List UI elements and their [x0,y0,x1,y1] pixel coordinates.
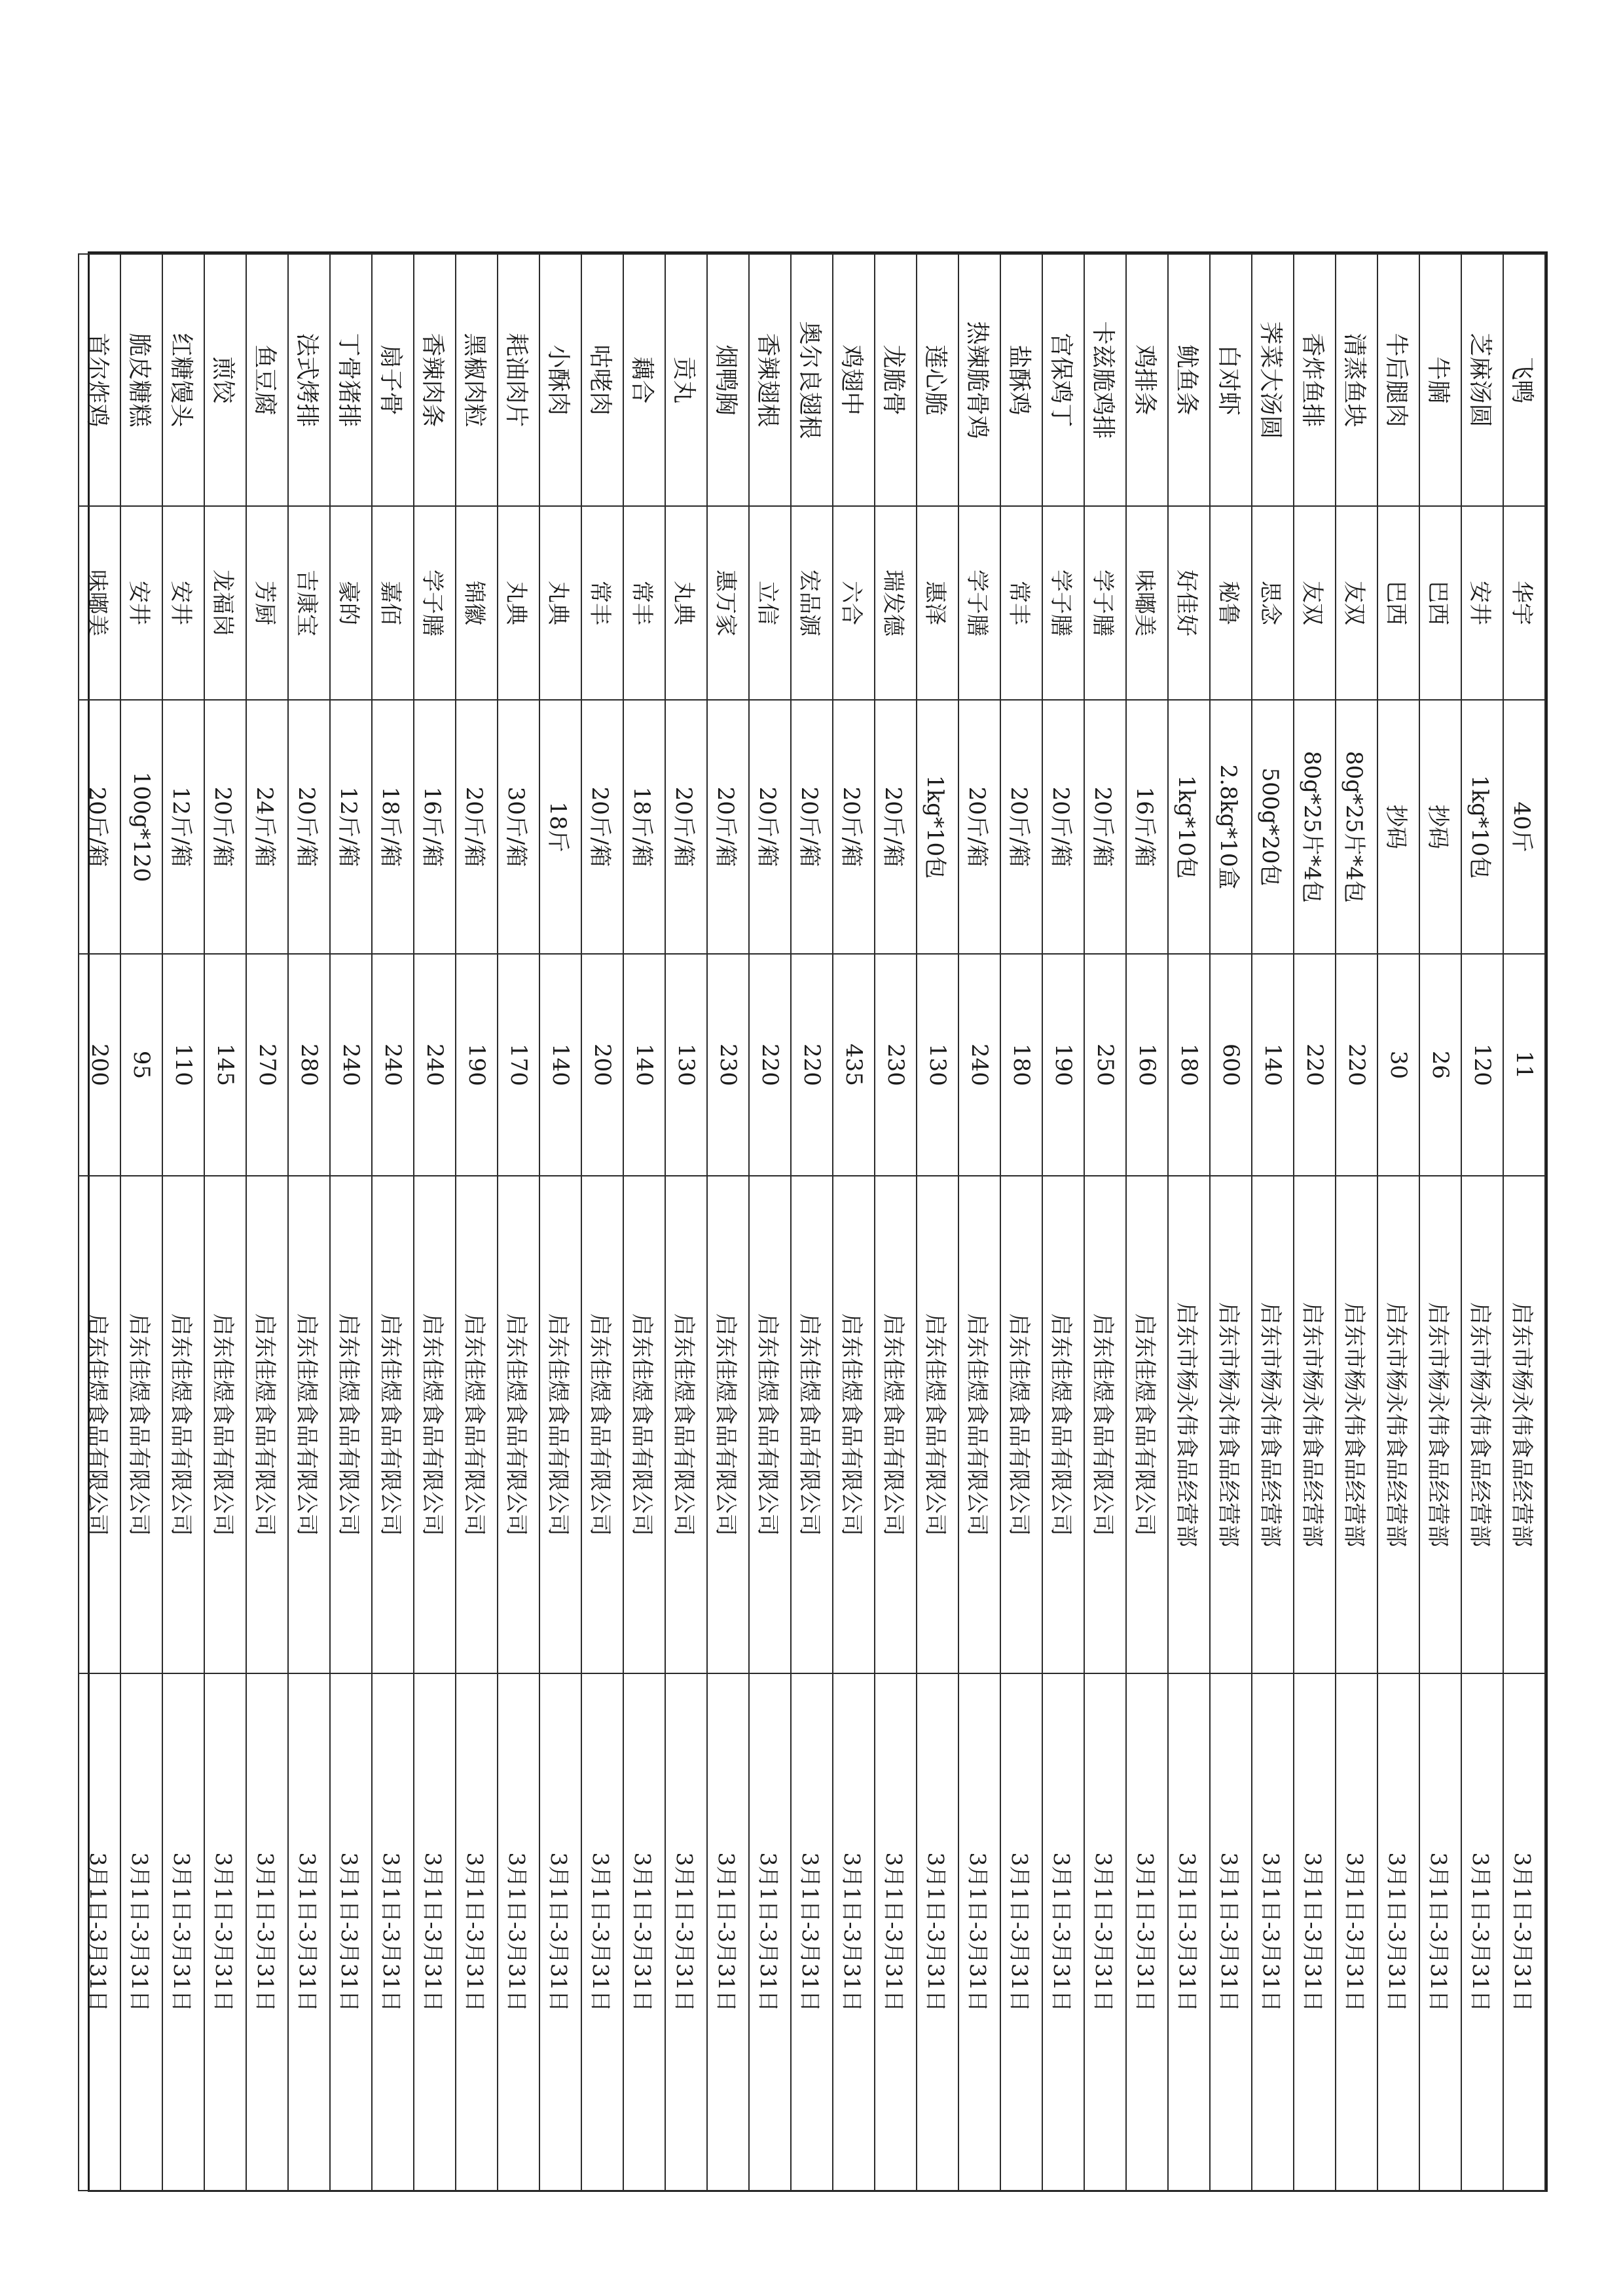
spec-cell: 2.8kg*10盒 [1210,700,1252,954]
table-row [1419,254,1461,2191]
spec-cell: 20斤/箱 [875,700,917,954]
table-row [665,254,707,2191]
product-name-cell: 莲心脆 [917,254,958,506]
supplier-cell: 启东佳煜食品有限公司 [288,1176,330,1673]
supplier-cell: 启东佳煜食品有限公司 [330,1176,372,1673]
period-cell: 3月1日-3月31日 [791,1673,833,2191]
product-name-cell: 龙脆骨 [875,254,917,506]
brand-cell: 立信 [749,506,791,700]
table-row [498,254,539,2191]
brand-cell: 安井 [1461,506,1503,700]
price-cell: 95 [120,954,162,1176]
spec-cell: 20斤/箱 [707,700,749,954]
spec-cell: 12斤/箱 [330,700,372,954]
period-cell: 3月1日-3月31日 [1252,1673,1294,2191]
table-row [791,254,833,2191]
period-cell: 3月1日-3月31日 [246,1673,288,2191]
period-cell: 3月1日-3月31日 [539,1673,581,2191]
period-cell: 3月1日-3月31日 [875,1673,917,2191]
supplier-cell: 启东佳煜食品有限公司 [1042,1176,1084,1673]
spec-cell: 80g*25片*4包 [1336,700,1377,954]
supplier-cell: 启东市杨永伟食品经营部 [1461,1176,1503,1673]
supplier-cell: 启东佳煜食品有限公司 [623,1176,665,1673]
table-row [372,254,414,2191]
price-cell: 200 [79,954,120,1176]
period-cell: 3月1日-3月31日 [204,1673,246,2191]
price-cell: 240 [958,954,1000,1176]
brand-cell: 常丰 [623,506,665,700]
brand-cell: 安井 [120,506,162,700]
supplier-cell: 启东佳煜食品有限公司 [498,1176,539,1673]
period-cell: 3月1日-3月31日 [958,1673,1000,2191]
table-row [1126,254,1168,2191]
table-row [204,254,246,2191]
product-name-cell: 鸡翅中 [833,254,875,506]
supplier-cell: 启东市杨永伟食品经营部 [1168,1176,1210,1673]
period-cell: 3月1日-3月31日 [749,1673,791,2191]
product-name-cell: 宫保鸡丁 [1042,254,1084,506]
table-row [1042,254,1084,2191]
spec-cell: 抄码 [1419,700,1461,954]
brand-cell: 惠万家 [707,506,749,700]
table-row [581,254,623,2191]
table-row [162,254,204,2191]
supplier-cell: 启东佳煜食品有限公司 [204,1176,246,1673]
product-name-cell: 飞鸭 [1503,254,1545,506]
brand-cell: 巴西 [1419,506,1461,700]
brand-cell: 思念 [1252,506,1294,700]
supplier-cell: 启东市杨永伟食品经营部 [1377,1176,1419,1673]
supplier-cell: 启东市杨永伟食品经营部 [1336,1176,1377,1673]
product-name-cell: 耗油肉片 [498,254,539,506]
period-cell: 3月1日-3月31日 [707,1673,749,2191]
table-row [1377,254,1419,2191]
table-row [1461,254,1503,2191]
supplier-cell: 启东佳煜食品有限公司 [707,1176,749,1673]
price-cell: 170 [498,954,539,1176]
price-cell: 30 [1377,954,1419,1176]
period-cell: 3月1日-3月31日 [456,1673,498,2191]
spec-cell: 20斤/箱 [833,700,875,954]
period-cell: 3月1日-3月31日 [665,1673,707,2191]
price-cell: 240 [414,954,456,1176]
supplier-cell: 启东佳煜食品有限公司 [120,1176,162,1673]
period-cell: 3月1日-3月31日 [1168,1673,1210,2191]
period-cell: 3月1日-3月31日 [1503,1673,1545,2191]
brand-cell: 豪的 [330,506,372,700]
supplier-cell: 启东佳煜食品有限公司 [1000,1176,1042,1673]
product-name-cell: 首尔炸鸡 [79,254,120,506]
price-cell: 11 [1503,954,1545,1176]
spec-cell: 20斤/箱 [958,700,1000,954]
brand-cell: 惠泽 [917,506,958,700]
brand-cell: 六合 [833,506,875,700]
brand-cell: 瑞发德 [875,506,917,700]
table-row [1084,254,1126,2191]
supplier-cell: 启东佳煜食品有限公司 [539,1176,581,1673]
table-row [623,254,665,2191]
price-table-page [84,251,1548,2192]
brand-cell: 友双 [1336,506,1377,700]
brand-cell: 芳厨 [246,506,288,700]
spec-cell: 24斤/箱 [246,700,288,954]
spec-cell: 20斤/箱 [665,700,707,954]
price-cell: 190 [1042,954,1084,1176]
table-row [917,254,958,2191]
price-cell: 190 [456,954,498,1176]
product-name-cell: 烟鸭胸 [707,254,749,506]
price-table [78,253,1546,2191]
price-cell: 26 [1419,954,1461,1176]
product-name-cell: 卡兹脆鸡排 [1084,254,1126,506]
spec-cell: 20斤/箱 [79,700,120,954]
period-cell: 3月1日-3月31日 [79,1673,120,2191]
price-cell: 180 [1168,954,1210,1176]
product-name-cell: 黑椒肉粒 [456,254,498,506]
brand-cell: 学子膳 [1084,506,1126,700]
supplier-cell: 启东佳煜食品有限公司 [79,1176,120,1673]
product-name-cell: 鱼豆腐 [246,254,288,506]
price-cell: 435 [833,954,875,1176]
product-name-cell: 热辣脆骨鸡 [958,254,1000,506]
supplier-cell: 启东佳煜食品有限公司 [456,1176,498,1673]
table-row [833,254,875,2191]
brand-cell: 好佳好 [1168,506,1210,700]
spec-cell: 20斤/箱 [791,700,833,954]
supplier-cell: 启东市杨永伟食品经营部 [1252,1176,1294,1673]
table-row [875,254,917,2191]
table-row [1294,254,1336,2191]
table-row [1503,254,1545,2191]
price-cell: 145 [204,954,246,1176]
period-cell: 3月1日-3月31日 [1000,1673,1042,2191]
price-cell: 220 [791,954,833,1176]
price-cell: 220 [1294,954,1336,1176]
spec-cell: 18斤/箱 [372,700,414,954]
spec-cell: 20斤/箱 [1000,700,1042,954]
table-row [958,254,1000,2191]
period-cell: 3月1日-3月31日 [1419,1673,1461,2191]
spec-cell: 20斤/箱 [1084,700,1126,954]
period-cell: 3月1日-3月31日 [1461,1673,1503,2191]
spec-cell: 1kg*10包 [1461,700,1503,954]
spec-cell: 16斤/箱 [414,700,456,954]
brand-cell: 味嘟美 [1126,506,1168,700]
product-name-cell: 荠菜大汤圆 [1252,254,1294,506]
product-name-cell: 煎饺 [204,254,246,506]
brand-cell: 常丰 [1000,506,1042,700]
spec-cell: 1kg*10包 [1168,700,1210,954]
spec-cell: 80g*25片*4包 [1294,700,1336,954]
table-row [1168,254,1210,2191]
supplier-cell: 启东佳煜食品有限公司 [162,1176,204,1673]
product-name-cell: 贡丸 [665,254,707,506]
supplier-cell: 启东佳煜食品有限公司 [372,1176,414,1673]
brand-cell: 味嘟美 [79,506,120,700]
table-row [288,254,330,2191]
period-cell: 3月1日-3月31日 [1336,1673,1377,2191]
price-cell: 230 [875,954,917,1176]
period-cell: 3月1日-3月31日 [917,1673,958,2191]
supplier-cell: 启东佳煜食品有限公司 [875,1176,917,1673]
spec-cell: 20斤/箱 [456,700,498,954]
price-cell: 230 [707,954,749,1176]
period-cell: 3月1日-3月31日 [623,1673,665,2191]
product-name-cell: 奥尔良翅根 [791,254,833,506]
table-row [749,254,791,2191]
spec-cell: 500g*20包 [1252,700,1294,954]
product-name-cell: 鱿鱼条 [1168,254,1210,506]
brand-cell: 友双 [1294,506,1336,700]
spec-cell: 20斤/箱 [288,700,330,954]
table-row [456,254,498,2191]
product-name-cell: 扇子骨 [372,254,414,506]
period-cell: 3月1日-3月31日 [1084,1673,1126,2191]
spec-cell: 12斤/箱 [162,700,204,954]
product-name-cell: 法式烤排 [288,254,330,506]
supplier-cell: 启东佳煜食品有限公司 [958,1176,1000,1673]
product-name-cell: 鸡排条 [1126,254,1168,506]
period-cell: 3月1日-3月31日 [1042,1673,1084,2191]
product-name-cell: 香辣肉条 [414,254,456,506]
period-cell: 3月1日-3月31日 [833,1673,875,2191]
supplier-cell: 启东市杨永伟食品经营部 [1294,1176,1336,1673]
spec-cell: 100g*120 [120,700,162,954]
product-name-cell: 牛腩 [1419,254,1461,506]
price-cell: 110 [162,954,204,1176]
period-cell: 3月1日-3月31日 [414,1673,456,2191]
product-name-cell: 小酥肉 [539,254,581,506]
price-cell: 600 [1210,954,1252,1176]
spec-cell: 20斤/箱 [1042,700,1084,954]
period-cell: 3月1日-3月31日 [288,1673,330,2191]
product-name-cell: 白对虾 [1210,254,1252,506]
table-row [1000,254,1042,2191]
period-cell: 3月1日-3月31日 [1294,1673,1336,2191]
brand-cell: 宏品源 [791,506,833,700]
spec-cell: 18斤/箱 [623,700,665,954]
spec-cell: 1kg*10包 [917,700,958,954]
table-row [1252,254,1294,2191]
period-cell: 3月1日-3月31日 [162,1673,204,2191]
rotated-table-wrapper [84,253,1546,2190]
supplier-cell: 启东佳煜食品有限公司 [749,1176,791,1673]
price-cell: 280 [288,954,330,1176]
brand-cell: 丸典 [665,506,707,700]
product-name-cell: 丁骨猪排 [330,254,372,506]
product-name-cell: 清蒸鱼块 [1336,254,1377,506]
table-row [707,254,749,2191]
spec-cell: 18斤 [539,700,581,954]
product-name-cell: 芝麻汤圆 [1461,254,1503,506]
period-cell: 3月1日-3月31日 [581,1673,623,2191]
price-cell: 140 [1252,954,1294,1176]
product-name-cell: 咕咾肉 [581,254,623,506]
brand-cell: 吉康宝 [288,506,330,700]
product-name-cell: 香炸鱼排 [1294,254,1336,506]
table-row [246,254,288,2191]
price-cell: 270 [246,954,288,1176]
price-table-body [79,254,1545,2191]
table-row [120,254,162,2191]
price-cell: 200 [581,954,623,1176]
product-name-cell: 牛后腿肉 [1377,254,1419,506]
brand-cell: 常丰 [581,506,623,700]
supplier-cell: 启东佳煜食品有限公司 [665,1176,707,1673]
period-cell: 3月1日-3月31日 [330,1673,372,2191]
product-name-cell: 香辣翅根 [749,254,791,506]
spec-cell: 16斤/箱 [1126,700,1168,954]
table-row [79,254,120,2191]
price-cell: 140 [539,954,581,1176]
product-name-cell: 红糖馒头 [162,254,204,506]
spec-cell: 20斤/箱 [581,700,623,954]
price-cell: 220 [1336,954,1377,1176]
brand-cell: 丸典 [498,506,539,700]
table-row [539,254,581,2191]
brand-cell: 学子膳 [958,506,1000,700]
product-name-cell: 脆皮糖糕 [120,254,162,506]
table-row [330,254,372,2191]
supplier-cell: 启东市杨永伟食品经营部 [1503,1176,1545,1673]
brand-cell: 安井 [162,506,204,700]
price-cell: 250 [1084,954,1126,1176]
brand-cell: 锦徽 [456,506,498,700]
price-cell: 240 [330,954,372,1176]
period-cell: 3月1日-3月31日 [120,1673,162,2191]
brand-cell: 秘鲁 [1210,506,1252,700]
price-cell: 180 [1000,954,1042,1176]
spec-cell: 30斤/箱 [498,700,539,954]
brand-cell: 龙福岗 [204,506,246,700]
brand-cell: 嘉佰 [372,506,414,700]
supplier-cell: 启东佳煜食品有限公司 [1126,1176,1168,1673]
price-cell: 140 [623,954,665,1176]
supplier-cell: 启东市杨永伟食品经营部 [1419,1176,1461,1673]
spec-cell: 20斤/箱 [749,700,791,954]
price-cell: 160 [1126,954,1168,1176]
table-row [1210,254,1252,2191]
brand-cell: 巴西 [1377,506,1419,700]
spec-cell: 20斤/箱 [204,700,246,954]
supplier-cell: 启东佳煜食品有限公司 [833,1176,875,1673]
period-cell: 3月1日-3月31日 [372,1673,414,2191]
supplier-cell: 启东佳煜食品有限公司 [917,1176,958,1673]
supplier-cell: 启东佳煜食品有限公司 [581,1176,623,1673]
product-name-cell: 盐酥鸡 [1000,254,1042,506]
period-cell: 3月1日-3月31日 [498,1673,539,2191]
price-cell: 240 [372,954,414,1176]
brand-cell: 华宇 [1503,506,1545,700]
product-name-cell: 藕合 [623,254,665,506]
period-cell: 3月1日-3月31日 [1210,1673,1252,2191]
period-cell: 3月1日-3月31日 [1377,1673,1419,2191]
table-row [1336,254,1377,2191]
period-cell: 3月1日-3月31日 [1126,1673,1168,2191]
brand-cell: 丸典 [539,506,581,700]
price-cell: 220 [749,954,791,1176]
supplier-cell: 启东市杨永伟食品经营部 [1210,1176,1252,1673]
table-row [414,254,456,2191]
spec-cell: 40斤 [1503,700,1545,954]
spec-cell: 抄码 [1377,700,1419,954]
price-cell: 130 [917,954,958,1176]
supplier-cell: 启东佳煜食品有限公司 [791,1176,833,1673]
brand-cell: 学子膳 [414,506,456,700]
supplier-cell: 启东佳煜食品有限公司 [1084,1176,1126,1673]
price-cell: 130 [665,954,707,1176]
brand-cell: 学子膳 [1042,506,1084,700]
supplier-cell: 启东佳煜食品有限公司 [246,1176,288,1673]
price-cell: 120 [1461,954,1503,1176]
supplier-cell: 启东佳煜食品有限公司 [414,1176,456,1673]
